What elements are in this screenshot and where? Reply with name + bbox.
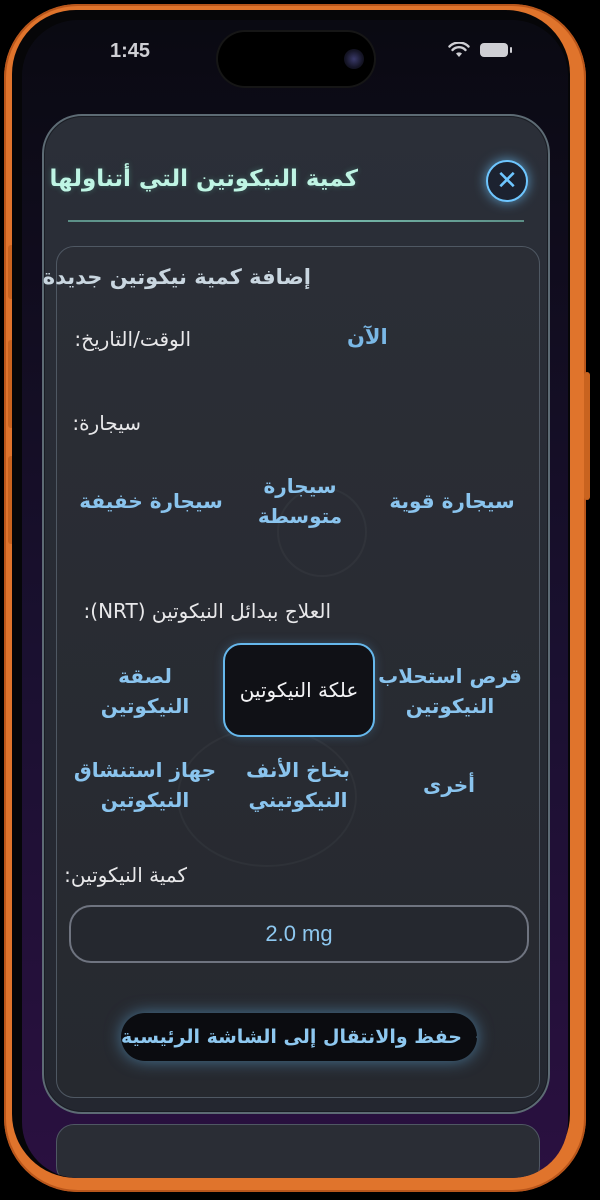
dynamic-island xyxy=(218,32,374,86)
option-nicotine-nasal-spray[interactable]: بخاخ الأنف النيكوتيني xyxy=(246,758,350,812)
nicotine-modal xyxy=(42,114,550,1114)
nrt-label: العلاج ببدائل النيكوتين (NRT): xyxy=(83,599,331,623)
title-divider xyxy=(68,220,524,222)
datetime-now-button[interactable]: الآن xyxy=(347,325,388,349)
modal-title: كمية النيكوتين التي أتناولها xyxy=(49,166,358,192)
option-nicotine-inhaler[interactable]: جهاز استنشاق النيكوتين xyxy=(73,758,217,812)
battery-icon xyxy=(480,43,508,57)
save-button-label: حفظ والانتقال إلى الشاشة الرئيسية xyxy=(121,1026,462,1048)
option-nicotine-lozenge[interactable]: قرص استحلاب النيكوتين xyxy=(378,664,522,718)
power-button xyxy=(584,372,590,500)
option-nicotine-gum[interactable]: علكة النيكوتين xyxy=(223,643,375,737)
status-icons xyxy=(448,42,508,58)
add-nicotine-card xyxy=(42,246,540,1098)
option-nicotine-patch[interactable]: لصقة النيكوتين xyxy=(100,664,190,718)
cigarette-label: سيجارة: xyxy=(72,411,141,435)
option-medium-cigarette[interactable]: سيجارة متوسطة xyxy=(257,474,343,528)
wifi-icon xyxy=(448,42,470,58)
option-other[interactable]: أخرى xyxy=(422,773,476,797)
status-time: 1:45 xyxy=(110,40,151,62)
screen xyxy=(22,20,568,1178)
datetime-label: الوقت/التاريخ: xyxy=(74,327,191,351)
nicotine-amount-field[interactable]: 2.0 mg xyxy=(69,905,529,963)
option-light-cigarette[interactable]: سيجارة خفيفة xyxy=(79,489,223,513)
next-card xyxy=(56,1124,540,1178)
floppy-disk-icon xyxy=(476,1027,477,1047)
save-and-go-home-button[interactable] xyxy=(121,1013,477,1061)
close-icon: ✕ xyxy=(496,166,518,196)
card-title: إضافة كمية نيكوتين جديدة xyxy=(42,265,311,289)
amount-label: كمية النيكوتين: xyxy=(64,863,187,887)
option-strong-cigarette[interactable]: سيجارة قوية xyxy=(389,489,515,513)
camera-icon xyxy=(344,49,364,69)
close-button[interactable] xyxy=(486,160,528,202)
